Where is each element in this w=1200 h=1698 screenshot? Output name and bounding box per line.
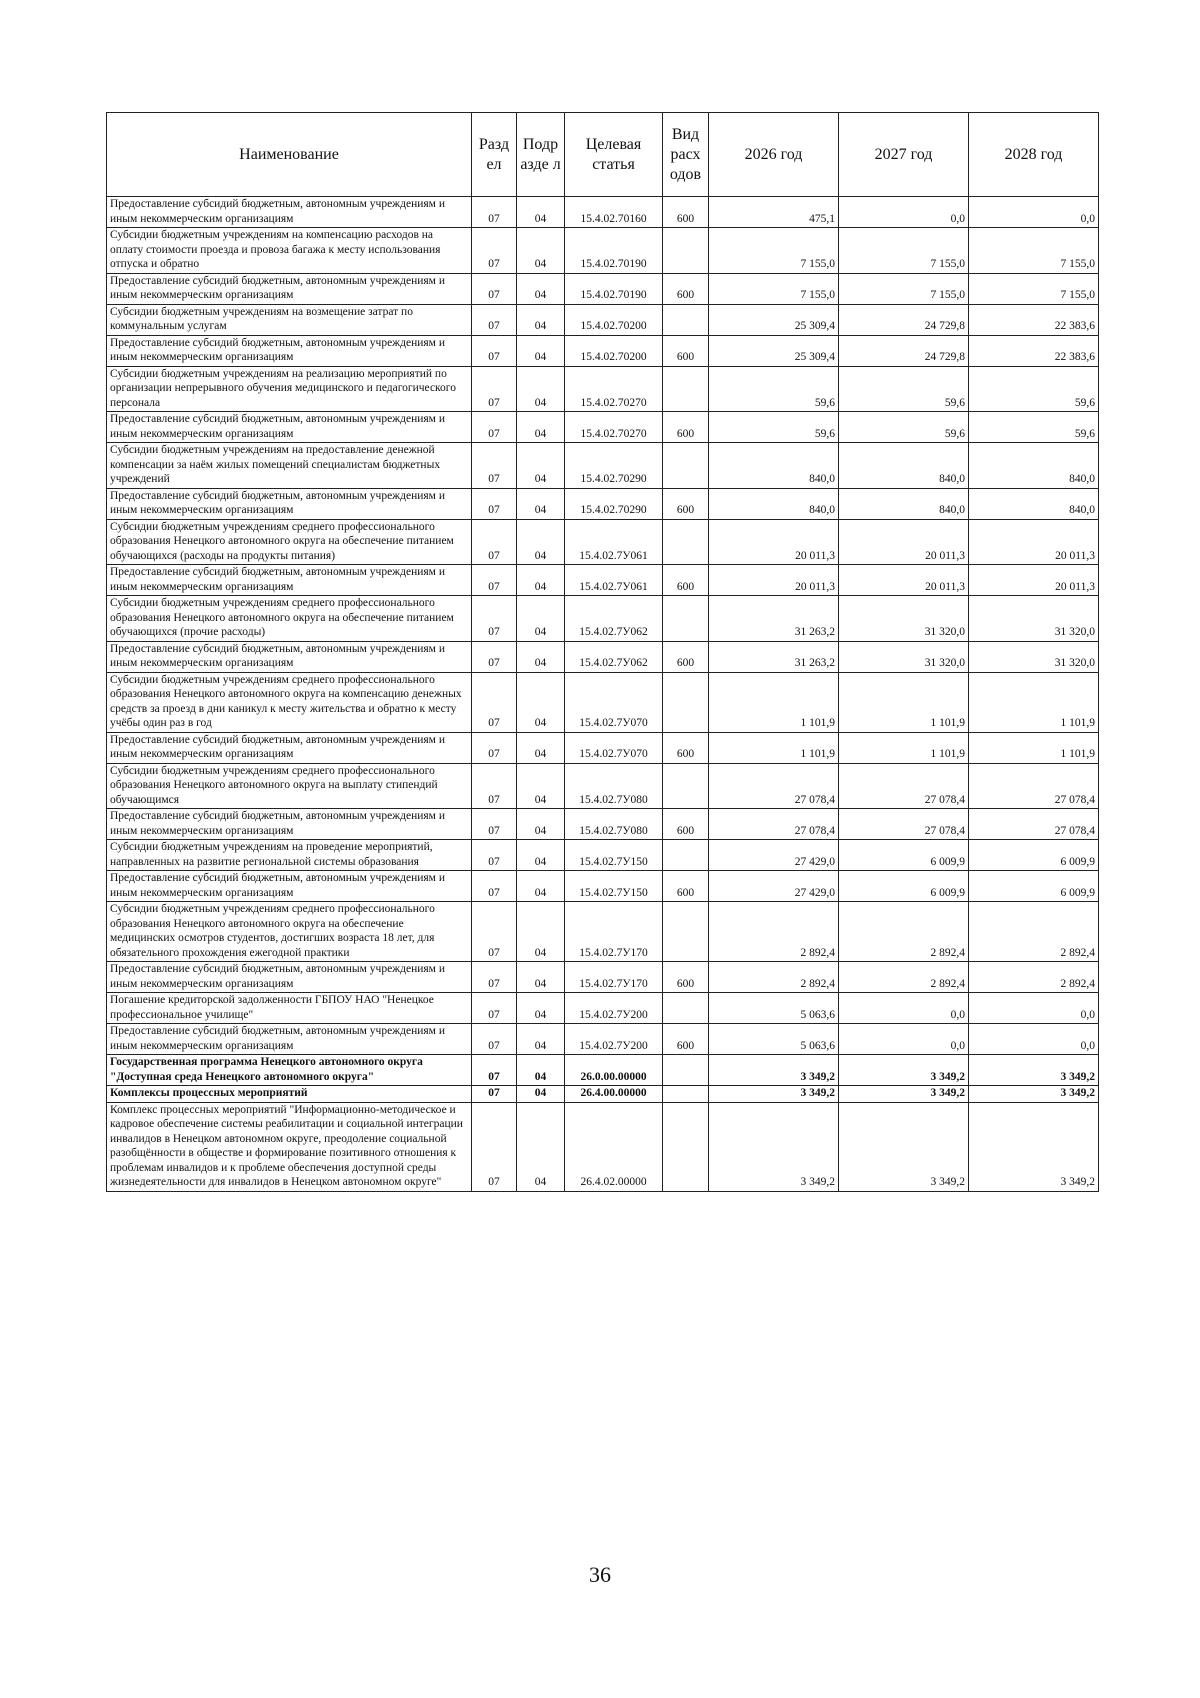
row-podrazdel: 04 bbox=[517, 1055, 565, 1086]
row-value-2027: 3 349,2 bbox=[839, 1102, 969, 1191]
row-value-2026: 840,0 bbox=[709, 443, 839, 489]
row-razdel: 07 bbox=[472, 732, 517, 763]
row-value-2028: 2 892,4 bbox=[969, 962, 1099, 993]
row-value-2027: 59,6 bbox=[839, 412, 969, 443]
row-podrazdel: 04 bbox=[517, 197, 565, 228]
table-row bbox=[107, 641, 1099, 672]
row-value-2026: 31 263,2 bbox=[709, 596, 839, 642]
row-name: Субсидии бюджетным учреждениям на проведение мероприятий, направленных на развитие региональной системы образования bbox=[107, 840, 472, 871]
row-value-2028: 1 101,9 bbox=[969, 672, 1099, 732]
row-value-2026: 3 349,2 bbox=[709, 1055, 839, 1086]
row-podrazdel: 04 bbox=[517, 412, 565, 443]
row-vid: 600 bbox=[663, 641, 709, 672]
row-razdel: 07 bbox=[472, 304, 517, 335]
row-podrazdel: 04 bbox=[517, 1102, 565, 1191]
table-row bbox=[107, 335, 1099, 366]
row-name: Субсидии бюджетным учреждениям на компенсацию расходов на оплату стоимости проезда и провоза багажа к месту использования отпуска и обратно bbox=[107, 228, 472, 274]
table-row bbox=[107, 488, 1099, 519]
row-value-2028: 3 349,2 bbox=[969, 1055, 1099, 1086]
table-row bbox=[107, 304, 1099, 335]
row-value-2027: 0,0 bbox=[839, 1024, 969, 1055]
row-target: 15.4.02.7У070 bbox=[565, 732, 663, 763]
row-value-2026: 2 892,4 bbox=[709, 962, 839, 993]
header-podrazdel: Подр азде л bbox=[517, 113, 565, 197]
table-row bbox=[107, 1086, 1099, 1103]
row-value-2028: 27 078,4 bbox=[969, 809, 1099, 840]
row-target: 15.4.02.7У080 bbox=[565, 763, 663, 809]
row-vid bbox=[663, 443, 709, 489]
row-name: Предоставление субсидий бюджетным, автономным учреждениям и иным некоммерческим организациям bbox=[107, 732, 472, 763]
row-podrazdel: 04 bbox=[517, 763, 565, 809]
table-row bbox=[107, 809, 1099, 840]
row-vid bbox=[663, 304, 709, 335]
row-value-2027: 840,0 bbox=[839, 443, 969, 489]
row-target: 15.4.02.70200 bbox=[565, 335, 663, 366]
table-row bbox=[107, 273, 1099, 304]
row-target: 15.4.02.7У062 bbox=[565, 596, 663, 642]
row-value-2026: 27 429,0 bbox=[709, 871, 839, 902]
row-name: Предоставление субсидий бюджетным, автономным учреждениям и иным некоммерческим организациям bbox=[107, 335, 472, 366]
row-vid: 600 bbox=[663, 273, 709, 304]
row-vid bbox=[663, 1086, 709, 1103]
row-value-2026: 27 429,0 bbox=[709, 840, 839, 871]
row-vid: 600 bbox=[663, 412, 709, 443]
row-vid bbox=[663, 763, 709, 809]
row-razdel: 07 bbox=[472, 1086, 517, 1103]
table-row bbox=[107, 1055, 1099, 1086]
row-value-2028: 1 101,9 bbox=[969, 732, 1099, 763]
row-value-2027: 24 729,8 bbox=[839, 335, 969, 366]
table-body bbox=[107, 197, 1099, 1192]
row-razdel: 07 bbox=[472, 335, 517, 366]
row-razdel: 07 bbox=[472, 902, 517, 962]
row-vid bbox=[663, 902, 709, 962]
table-row bbox=[107, 197, 1099, 228]
row-value-2028: 27 078,4 bbox=[969, 763, 1099, 809]
row-name: Субсидии бюджетным учреждениям на предоставление денежной компенсации за наём жилых помещений специалистам бюджетных учреждений bbox=[107, 443, 472, 489]
row-value-2026: 27 078,4 bbox=[709, 809, 839, 840]
row-value-2028: 22 383,6 bbox=[969, 304, 1099, 335]
row-name: Предоставление субсидий бюджетным, автономным учреждениям и иным некоммерческим организациям bbox=[107, 871, 472, 902]
row-value-2027: 1 101,9 bbox=[839, 732, 969, 763]
row-razdel: 07 bbox=[472, 596, 517, 642]
row-razdel: 07 bbox=[472, 197, 517, 228]
row-vid: 600 bbox=[663, 565, 709, 596]
row-value-2028: 0,0 bbox=[969, 993, 1099, 1024]
row-vid bbox=[663, 672, 709, 732]
row-value-2028: 7 155,0 bbox=[969, 273, 1099, 304]
row-value-2026: 25 309,4 bbox=[709, 304, 839, 335]
row-target: 15.4.02.70270 bbox=[565, 412, 663, 443]
row-podrazdel: 04 bbox=[517, 519, 565, 565]
row-vid bbox=[663, 840, 709, 871]
row-razdel: 07 bbox=[472, 993, 517, 1024]
row-value-2026: 3 349,2 bbox=[709, 1086, 839, 1103]
row-value-2026: 59,6 bbox=[709, 412, 839, 443]
row-target: 26.4.00.00000 bbox=[565, 1086, 663, 1103]
row-value-2027: 0,0 bbox=[839, 993, 969, 1024]
row-target: 15.4.02.70190 bbox=[565, 273, 663, 304]
row-value-2028: 2 892,4 bbox=[969, 902, 1099, 962]
row-target: 15.4.02.7У070 bbox=[565, 672, 663, 732]
row-value-2026: 27 078,4 bbox=[709, 763, 839, 809]
row-razdel: 07 bbox=[472, 809, 517, 840]
row-value-2028: 59,6 bbox=[969, 412, 1099, 443]
row-name: Комплекс процессных мероприятий "Информационно-методическое и кадровое обеспечение системы реабилитации и социальной интеграции инвалидов в Ненецком автономном округе, преодоление социальной разобщённости в обществе и формирование позитивного отношения к проблемам инвалидов и к проблеме обеспечения доступной среды жизнедеятельности для инвалидов в Ненецком автономном округе" bbox=[107, 1102, 472, 1191]
table-row bbox=[107, 366, 1099, 412]
row-name: Предоставление субсидий бюджетным, автономным учреждениям и иным некоммерческим организациям bbox=[107, 809, 472, 840]
row-vid bbox=[663, 366, 709, 412]
row-value-2026: 2 892,4 bbox=[709, 902, 839, 962]
row-target: 15.4.02.70290 bbox=[565, 443, 663, 489]
row-podrazdel: 04 bbox=[517, 993, 565, 1024]
row-value-2028: 31 320,0 bbox=[969, 641, 1099, 672]
row-value-2026: 475,1 bbox=[709, 197, 839, 228]
row-name: Предоставление субсидий бюджетным, автономным учреждениям и иным некоммерческим организациям bbox=[107, 197, 472, 228]
row-name: Государственная программа Ненецкого автономного округа "Доступная среда Ненецкого автономного округа" bbox=[107, 1055, 472, 1086]
row-value-2027: 0,0 bbox=[839, 197, 969, 228]
row-podrazdel: 04 bbox=[517, 1086, 565, 1103]
row-value-2027: 6 009,9 bbox=[839, 840, 969, 871]
row-podrazdel: 04 bbox=[517, 902, 565, 962]
table-row bbox=[107, 993, 1099, 1024]
row-vid: 600 bbox=[663, 488, 709, 519]
row-value-2027: 20 011,3 bbox=[839, 565, 969, 596]
row-value-2027: 2 892,4 bbox=[839, 962, 969, 993]
row-podrazdel: 04 bbox=[517, 809, 565, 840]
row-value-2027: 1 101,9 bbox=[839, 672, 969, 732]
row-podrazdel: 04 bbox=[517, 228, 565, 274]
table-row bbox=[107, 228, 1099, 274]
row-value-2026: 25 309,4 bbox=[709, 335, 839, 366]
row-target: 15.4.02.7У061 bbox=[565, 565, 663, 596]
row-target: 15.4.02.70200 bbox=[565, 304, 663, 335]
row-target: 26.4.02.00000 bbox=[565, 1102, 663, 1191]
row-value-2027: 27 078,4 bbox=[839, 763, 969, 809]
table-row bbox=[107, 596, 1099, 642]
row-razdel: 07 bbox=[472, 366, 517, 412]
row-target: 15.4.02.7У200 bbox=[565, 993, 663, 1024]
row-target: 15.4.02.7У150 bbox=[565, 840, 663, 871]
row-value-2028: 31 320,0 bbox=[969, 596, 1099, 642]
table-row bbox=[107, 1024, 1099, 1055]
page-number: 36 bbox=[589, 1562, 611, 1587]
row-podrazdel: 04 bbox=[517, 840, 565, 871]
row-value-2028: 59,6 bbox=[969, 366, 1099, 412]
row-podrazdel: 04 bbox=[517, 871, 565, 902]
header-2026: 2026 год bbox=[709, 113, 839, 197]
row-value-2027: 31 320,0 bbox=[839, 641, 969, 672]
row-razdel: 07 bbox=[472, 1102, 517, 1191]
row-value-2027: 59,6 bbox=[839, 366, 969, 412]
row-podrazdel: 04 bbox=[517, 335, 565, 366]
row-value-2028: 20 011,3 bbox=[969, 519, 1099, 565]
header-vid: Вид расх одов bbox=[663, 113, 709, 197]
row-value-2026: 7 155,0 bbox=[709, 273, 839, 304]
row-value-2027: 20 011,3 bbox=[839, 519, 969, 565]
row-target: 15.4.02.7У170 bbox=[565, 962, 663, 993]
row-name: Комплексы процессных мероприятий bbox=[107, 1086, 472, 1103]
table-row bbox=[107, 871, 1099, 902]
row-name: Предоставление субсидий бюджетным, автономным учреждениям и иным некоммерческим организациям bbox=[107, 641, 472, 672]
row-value-2026: 20 011,3 bbox=[709, 565, 839, 596]
row-vid: 600 bbox=[663, 962, 709, 993]
row-name: Субсидии бюджетным учреждениям на реализацию мероприятий по организации непрерывного обучения медицинского и педагогического персонала bbox=[107, 366, 472, 412]
row-podrazdel: 04 bbox=[517, 641, 565, 672]
row-razdel: 07 bbox=[472, 871, 517, 902]
row-podrazdel: 04 bbox=[517, 1024, 565, 1055]
row-value-2027: 7 155,0 bbox=[839, 273, 969, 304]
row-vid: 600 bbox=[663, 197, 709, 228]
row-value-2026: 20 011,3 bbox=[709, 519, 839, 565]
row-value-2028: 22 383,6 bbox=[969, 335, 1099, 366]
row-name: Предоставление субсидий бюджетным, автономным учреждениям и иным некоммерческим организациям bbox=[107, 1024, 472, 1055]
row-razdel: 07 bbox=[472, 763, 517, 809]
row-target: 15.4.02.7У062 bbox=[565, 641, 663, 672]
row-target: 15.4.02.70270 bbox=[565, 366, 663, 412]
row-value-2027: 27 078,4 bbox=[839, 809, 969, 840]
row-value-2026: 840,0 bbox=[709, 488, 839, 519]
row-value-2027: 2 892,4 bbox=[839, 902, 969, 962]
row-vid: 600 bbox=[663, 871, 709, 902]
table-row bbox=[107, 962, 1099, 993]
row-target: 15.4.02.70160 bbox=[565, 197, 663, 228]
table-row bbox=[107, 840, 1099, 871]
table-row bbox=[107, 732, 1099, 763]
row-name: Субсидии бюджетным учреждениям среднего профессионального образования Ненецкого автономного округа на обеспечение медицинских осмотров студентов, достигших возраста 18 лет, для обязательного прохождения ежегодной практики bbox=[107, 902, 472, 962]
row-podrazdel: 04 bbox=[517, 962, 565, 993]
header-2027: 2027 год bbox=[839, 113, 969, 197]
row-value-2028: 6 009,9 bbox=[969, 871, 1099, 902]
row-vid bbox=[663, 228, 709, 274]
row-value-2027: 3 349,2 bbox=[839, 1086, 969, 1103]
row-target: 15.4.02.7У150 bbox=[565, 871, 663, 902]
row-razdel: 07 bbox=[472, 1024, 517, 1055]
row-value-2027: 3 349,2 bbox=[839, 1055, 969, 1086]
table-row bbox=[107, 412, 1099, 443]
row-name: Предоставление субсидий бюджетным, автономным учреждениям и иным некоммерческим организациям bbox=[107, 273, 472, 304]
row-podrazdel: 04 bbox=[517, 304, 565, 335]
row-razdel: 07 bbox=[472, 962, 517, 993]
row-razdel: 07 bbox=[472, 443, 517, 489]
row-target: 15.4.02.7У170 bbox=[565, 902, 663, 962]
row-podrazdel: 04 bbox=[517, 672, 565, 732]
row-podrazdel: 04 bbox=[517, 596, 565, 642]
row-podrazdel: 04 bbox=[517, 488, 565, 519]
row-razdel: 07 bbox=[472, 840, 517, 871]
row-value-2028: 6 009,9 bbox=[969, 840, 1099, 871]
row-razdel: 07 bbox=[472, 641, 517, 672]
row-name: Предоставление субсидий бюджетным, автономным учреждениям и иным некоммерческим организациям bbox=[107, 488, 472, 519]
row-vid bbox=[663, 596, 709, 642]
row-target: 15.4.02.70190 bbox=[565, 228, 663, 274]
row-value-2026: 5 063,6 bbox=[709, 993, 839, 1024]
header-name: Наименование bbox=[107, 113, 472, 197]
budget-table bbox=[106, 112, 1099, 1192]
row-value-2027: 31 320,0 bbox=[839, 596, 969, 642]
row-name: Субсидии бюджетным учреждениям среднего профессионального образования Ненецкого автономного округа на выплату стипендий обучающимся bbox=[107, 763, 472, 809]
row-value-2028: 3 349,2 bbox=[969, 1086, 1099, 1103]
row-value-2028: 0,0 bbox=[969, 197, 1099, 228]
row-razdel: 07 bbox=[472, 672, 517, 732]
table-row bbox=[107, 443, 1099, 489]
row-name: Субсидии бюджетным учреждениям среднего профессионального образования Ненецкого автономного округа на компенсацию денежных средств за проезд в дни каникул к месту жительства и обратно к месту учёбы один раз в год bbox=[107, 672, 472, 732]
row-name: Предоставление субсидий бюджетным, автономным учреждениям и иным некоммерческим организациям bbox=[107, 565, 472, 596]
row-value-2026: 1 101,9 bbox=[709, 672, 839, 732]
row-value-2027: 24 729,8 bbox=[839, 304, 969, 335]
row-target: 15.4.02.70290 bbox=[565, 488, 663, 519]
row-target: 15.4.02.7У061 bbox=[565, 519, 663, 565]
row-value-2027: 7 155,0 bbox=[839, 228, 969, 274]
row-name: Субсидии бюджетным учреждениям среднего профессионального образования Ненецкого автономного округа на обеспечение питанием обучающихся (расходы на продукты питания) bbox=[107, 519, 472, 565]
row-value-2028: 3 349,2 bbox=[969, 1102, 1099, 1191]
row-vid: 600 bbox=[663, 1024, 709, 1055]
row-value-2028: 840,0 bbox=[969, 488, 1099, 519]
row-value-2028: 7 155,0 bbox=[969, 228, 1099, 274]
row-razdel: 07 bbox=[472, 273, 517, 304]
row-vid bbox=[663, 1055, 709, 1086]
row-value-2026: 5 063,6 bbox=[709, 1024, 839, 1055]
row-vid: 600 bbox=[663, 809, 709, 840]
row-podrazdel: 04 bbox=[517, 443, 565, 489]
row-vid: 600 bbox=[663, 732, 709, 763]
row-podrazdel: 04 bbox=[517, 565, 565, 596]
row-value-2026: 31 263,2 bbox=[709, 641, 839, 672]
table-row bbox=[107, 519, 1099, 565]
table-row bbox=[107, 565, 1099, 596]
row-value-2026: 7 155,0 bbox=[709, 228, 839, 274]
row-value-2027: 840,0 bbox=[839, 488, 969, 519]
table-header-row bbox=[107, 113, 1099, 197]
row-target: 26.0.00.00000 bbox=[565, 1055, 663, 1086]
row-razdel: 07 bbox=[472, 519, 517, 565]
row-value-2026: 3 349,2 bbox=[709, 1102, 839, 1191]
table-row bbox=[107, 763, 1099, 809]
row-value-2028: 0,0 bbox=[969, 1024, 1099, 1055]
row-name: Субсидии бюджетным учреждениям на возмещение затрат по коммунальным услугам bbox=[107, 304, 472, 335]
row-razdel: 07 bbox=[472, 565, 517, 596]
row-name: Субсидии бюджетным учреждениям среднего профессионального образования Ненецкого автономного округа на обеспечение питанием обучающихся (прочие расходы) bbox=[107, 596, 472, 642]
row-target: 15.4.02.7У200 bbox=[565, 1024, 663, 1055]
row-value-2028: 840,0 bbox=[969, 443, 1099, 489]
row-vid bbox=[663, 519, 709, 565]
row-vid: 600 bbox=[663, 335, 709, 366]
table-row bbox=[107, 1102, 1099, 1191]
table-row bbox=[107, 902, 1099, 962]
row-value-2028: 20 011,3 bbox=[969, 565, 1099, 596]
row-name: Предоставление субсидий бюджетным, автономным учреждениям и иным некоммерческим организациям bbox=[107, 412, 472, 443]
header-razdel: Разд ел bbox=[472, 113, 517, 197]
row-razdel: 07 bbox=[472, 412, 517, 443]
row-target: 15.4.02.7У080 bbox=[565, 809, 663, 840]
row-value-2026: 1 101,9 bbox=[709, 732, 839, 763]
row-podrazdel: 04 bbox=[517, 732, 565, 763]
table-row bbox=[107, 672, 1099, 732]
row-razdel: 07 bbox=[472, 488, 517, 519]
header-target: Целевая статья bbox=[565, 113, 663, 197]
row-name: Предоставление субсидий бюджетным, автономным учреждениям и иным некоммерческим организациям bbox=[107, 962, 472, 993]
row-name: Погашение кредиторской задолженности ГБПОУ НАО "Ненецкое профессиональное училище" bbox=[107, 993, 472, 1024]
row-podrazdel: 04 bbox=[517, 366, 565, 412]
row-vid bbox=[663, 993, 709, 1024]
row-razdel: 07 bbox=[472, 228, 517, 274]
row-vid bbox=[663, 1102, 709, 1191]
row-value-2026: 59,6 bbox=[709, 366, 839, 412]
header-2028: 2028 год bbox=[969, 113, 1099, 197]
row-value-2027: 6 009,9 bbox=[839, 871, 969, 902]
row-podrazdel: 04 bbox=[517, 273, 565, 304]
row-razdel: 07 bbox=[472, 1055, 517, 1086]
